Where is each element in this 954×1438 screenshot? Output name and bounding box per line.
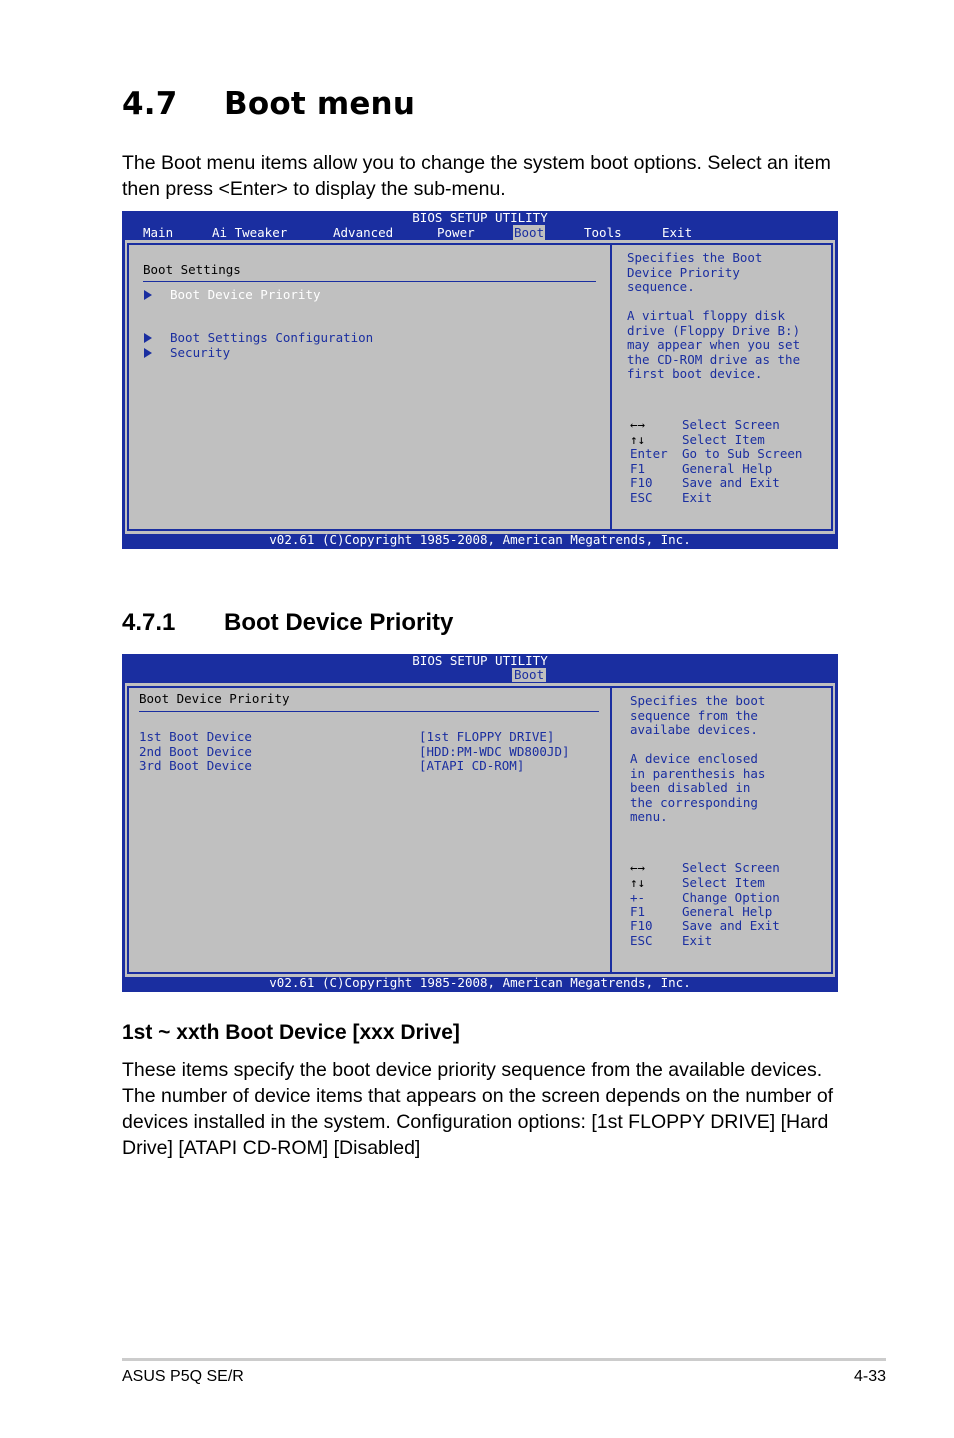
key-desc: Select Screen [682,417,780,432]
bios-body [125,240,835,534]
help-line: first boot device. [627,366,763,381]
help-line: been disabled in [630,780,751,795]
key-name: +- [630,890,646,905]
item-paragraph: These items specify the boot device priority sequence from the available devices. The number of device items that appears on the screen depends on the number of devices installed in the system. Configuration options: [1st FLOPPY DRIVE] [Hard Drive] [ATAPI CD-ROM] [Disabled] [122,1059,834,1159]
boot-device-value[interactable]: [HDD:PM-WDC WD800JD] [419,743,570,759]
help-line: Specifies the boot [630,693,766,708]
help-line: sequence. [627,279,695,294]
key-name: F1 [630,903,646,919]
help-line: Specifies the Boot [627,250,763,265]
key-desc: Go to Sub Screen [682,446,803,461]
heading-rule [143,281,596,282]
section-number: 4.7 [122,86,178,122]
submenu-arrow-icon [144,348,152,358]
submenu-arrow-icon [144,333,152,343]
key-desc: Select Screen [682,860,780,875]
key-name: ESC [630,932,653,948]
menu-exit[interactable]: Exit [662,225,693,240]
up-down-arrows-icon: ↑↓ [630,875,646,890]
left-heading: Boot Settings [143,262,241,277]
bios-title: BIOS SETUP UTILITY [412,210,548,225]
subsection-title-text: Boot Device Priority [224,609,454,636]
menu-advanced[interactable]: Advanced [333,225,394,240]
help-line: sequence from the [630,707,758,723]
key-desc: Exit [682,932,713,948]
key-desc: Save and Exit [682,918,780,933]
item-security[interactable]: Security [170,345,231,360]
left-right-arrows-icon: ←→ [630,417,646,432]
help-line: may appear when you set [627,337,801,352]
subsection-title [122,609,453,637]
help-line: A virtual floppy disk [627,308,786,323]
boot-device-label[interactable]: 2nd Boot Device [139,743,252,759]
left-right-arrows-icon: ←→ [630,860,646,875]
help-line: availabe devices. [630,722,758,737]
bios-footer: v02.61 (C)Copyright 1985-2008, American Megatrends, Inc. [269,532,691,547]
bios-footer: v02.61 (C)Copyright 1985-2008, American Megatrends, Inc. [269,975,691,990]
tab-boot[interactable]: Boot [514,667,545,682]
bios-screen-boot-device-priority [122,654,838,992]
menu-main[interactable]: Main [143,225,174,240]
key-name: F1 [630,460,646,476]
item-boot-device-priority[interactable]: Boot Device Priority [170,287,321,302]
heading-rule [139,711,599,712]
bios-screen-boot [122,211,838,549]
key-desc: General Help [682,460,773,476]
help-line: drive (Floppy Drive B:) [627,322,801,338]
key-desc: Select Item [682,874,765,890]
key-name: Enter [630,446,668,461]
menu-power[interactable]: Power [437,225,475,240]
key-desc: Change Option [682,890,780,905]
up-down-arrows-icon: ↑↓ [630,432,646,447]
key-desc: Save and Exit [682,475,780,490]
key-desc: Exit [682,489,713,505]
boot-device-label[interactable]: 3rd Boot Device [139,758,252,773]
menu-tools[interactable]: Tools [584,225,622,240]
boot-device-value[interactable]: [1st FLOPPY DRIVE] [419,729,555,744]
key-name: F10 [630,475,653,490]
submenu-arrow-icon [144,290,152,300]
help-line: in parenthesis has [630,765,766,781]
boot-device-label[interactable]: 1st Boot Device [139,729,252,744]
menu-ai-tweaker[interactable]: Ai Tweaker [212,225,288,240]
left-heading: Boot Device Priority [139,691,290,706]
section-title-text: Boot menu [224,86,416,122]
help-line: the corresponding [630,794,758,810]
footer-product: ASUS P5Q SE/R [122,1368,244,1385]
key-desc: General Help [682,903,773,919]
item-boot-settings-configuration[interactable]: Boot Settings Configuration [170,330,374,345]
bios-title: BIOS SETUP UTILITY [412,653,548,668]
help-line: Device Priority [627,264,740,280]
subsection-number: 4.7.1 [122,609,176,636]
bios-body [125,683,835,977]
bios-menu-bar [122,225,838,240]
help-line: menu. [630,809,668,824]
menu-boot[interactable]: Boot [514,225,545,240]
help-line: A device enclosed [630,751,758,766]
section-title [122,86,415,122]
help-line: the CD-ROM drive as the [627,351,801,367]
boot-device-value[interactable]: [ATAPI CD-ROM] [419,758,525,773]
footer-page-number: 4-33 [853,1368,886,1385]
footer-rule [122,1358,886,1361]
key-name: ESC [630,489,653,505]
key-name: F10 [630,918,653,933]
key-desc: Select Item [682,431,765,447]
item-heading: 1st ~ xxth Boot Device [xxx Drive] [122,1021,460,1044]
intro-paragraph: The Boot menu items allow you to change the system boot options. Select an item then press <Enter> to display the sub-menu. [122,152,831,200]
